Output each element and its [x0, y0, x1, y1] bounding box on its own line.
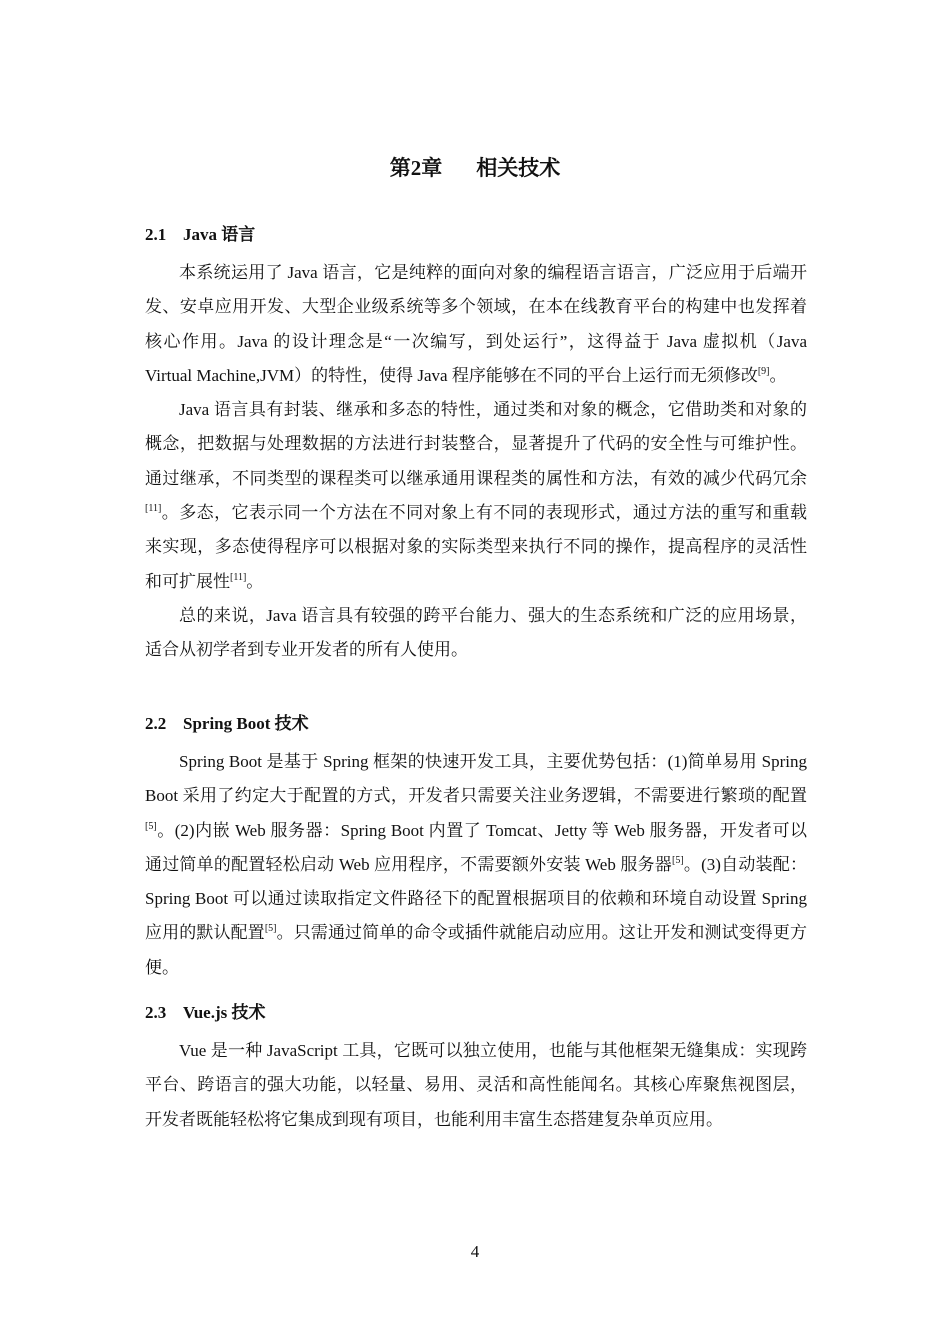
section-2-2 — [145, 712, 807, 985]
citation-ref: [9] — [757, 365, 770, 377]
citation-ref: [5] — [671, 854, 684, 866]
section-2-3 — [145, 1001, 807, 1137]
paragraph-text: 总的来说，Java 语言具有较强的跨平台能力、强大的生态系统和广泛的应用场景，适合从初学者到专业开发者的所有人使用。 — [145, 605, 807, 660]
section-body — [145, 256, 807, 668]
section-title: Vue.js 技术 — [183, 1003, 266, 1022]
section-body — [145, 1034, 807, 1137]
section-2-1 — [145, 223, 807, 668]
paragraph — [145, 745, 807, 985]
paragraph-text: 。 — [769, 365, 787, 385]
section-heading — [145, 712, 807, 736]
chapter-number: 第2章 — [389, 156, 443, 180]
paragraph-text: 本系统运用了 Java 语言，它是纯粹的面向对象的编程语言语言，广泛应用于后端开发、安卓应用开发、大型企业级系统等多个领域，在本在线教育平台的构建中也发挥着核心作用。Java 的设计理念是“一次编写，到处运行”，这得益于 Java 虚拟机（Java Virtual Machine,JVM）的特性，使得 Java 程序能够在不同的平台上运行而无须修改 — [145, 263, 807, 385]
chapter-title — [0, 154, 950, 182]
section-body — [145, 745, 807, 985]
section-title: Java 语言 — [183, 225, 256, 244]
citation-ref: [5] — [145, 820, 157, 832]
paragraph-text: Spring Boot 是基于 Spring 框架的快速开发工具，主要优势包括：(1)简单易用 Spring Boot 采用了约定大于配置的方式，开发者只需要关注业务逻辑，不需要进行繁琐的配置 — [145, 752, 807, 806]
paragraph-text: 。(3)自动装配：Spring Boot 可以通过读取指定文件路径下的配置根据项目的依赖和环境自动设置 Spring 应用的默认配置 — [145, 854, 807, 943]
citation-ref: [5] — [264, 923, 277, 935]
paragraph-text: Vue 是一种 JavaScript 工具，它既可以独立使用，也能与其他框架无缝集成：实现跨平台、跨语言的强大功能，以轻量、易用、灵活和高性能闻名。其核心库聚焦视图层，开发者既能轻松将它集成到现有项目，也能利用丰富生态搭建复杂单页应用。 — [145, 1041, 807, 1129]
section-number: 2.2 — [145, 714, 167, 733]
chapter-name: 相关技术 — [476, 156, 561, 180]
paragraph-text: Java 语言具有封装、继承和多态的特性，通过类和对象的概念，它借助类和对象的概念，把数据与处理数据的方法进行封装整合，显著提升了代码的安全性与可维护性。通过继承，不同类型的课程类可以继承通用课程类的属性和方法，有效的减少代码冗余 — [145, 400, 807, 488]
section-title: Spring Boot 技术 — [183, 714, 309, 733]
paragraph-text: 。多态，它表示同一个方法在不同对象上有不同的表现形式，通过方法的重写和重载来实现，多态使得程序可以根据对象的实际类型来执行不同的操作，提高程序的灵活性和可扩展性 — [145, 503, 807, 591]
paragraph-text: 。(2)内嵌 Web 服务器：Spring Boot 内置了 Tomcat、Jetty 等 Web 服务器，开发者可以通过简单的配置轻松启动 Web 应用程序，不需要额外安装 Web 服务器 — [145, 820, 807, 874]
paragraph — [145, 256, 807, 393]
paragraph-text: 。只需通过简单的命令或插件就能启动应用。这让开发和测试变得更方便。 — [145, 923, 808, 977]
section-heading — [145, 1001, 807, 1025]
paragraph — [145, 1034, 807, 1137]
section-number: 2.1 — [145, 225, 167, 244]
citation-ref: [11] — [230, 571, 247, 583]
section-heading — [145, 223, 807, 247]
section-number: 2.3 — [145, 1003, 167, 1022]
page-number: 4 — [470, 1242, 480, 1261]
paragraph-text: 。 — [246, 571, 264, 591]
paragraph — [145, 599, 807, 668]
paragraph — [145, 393, 807, 599]
citation-ref: [11] — [145, 503, 162, 515]
